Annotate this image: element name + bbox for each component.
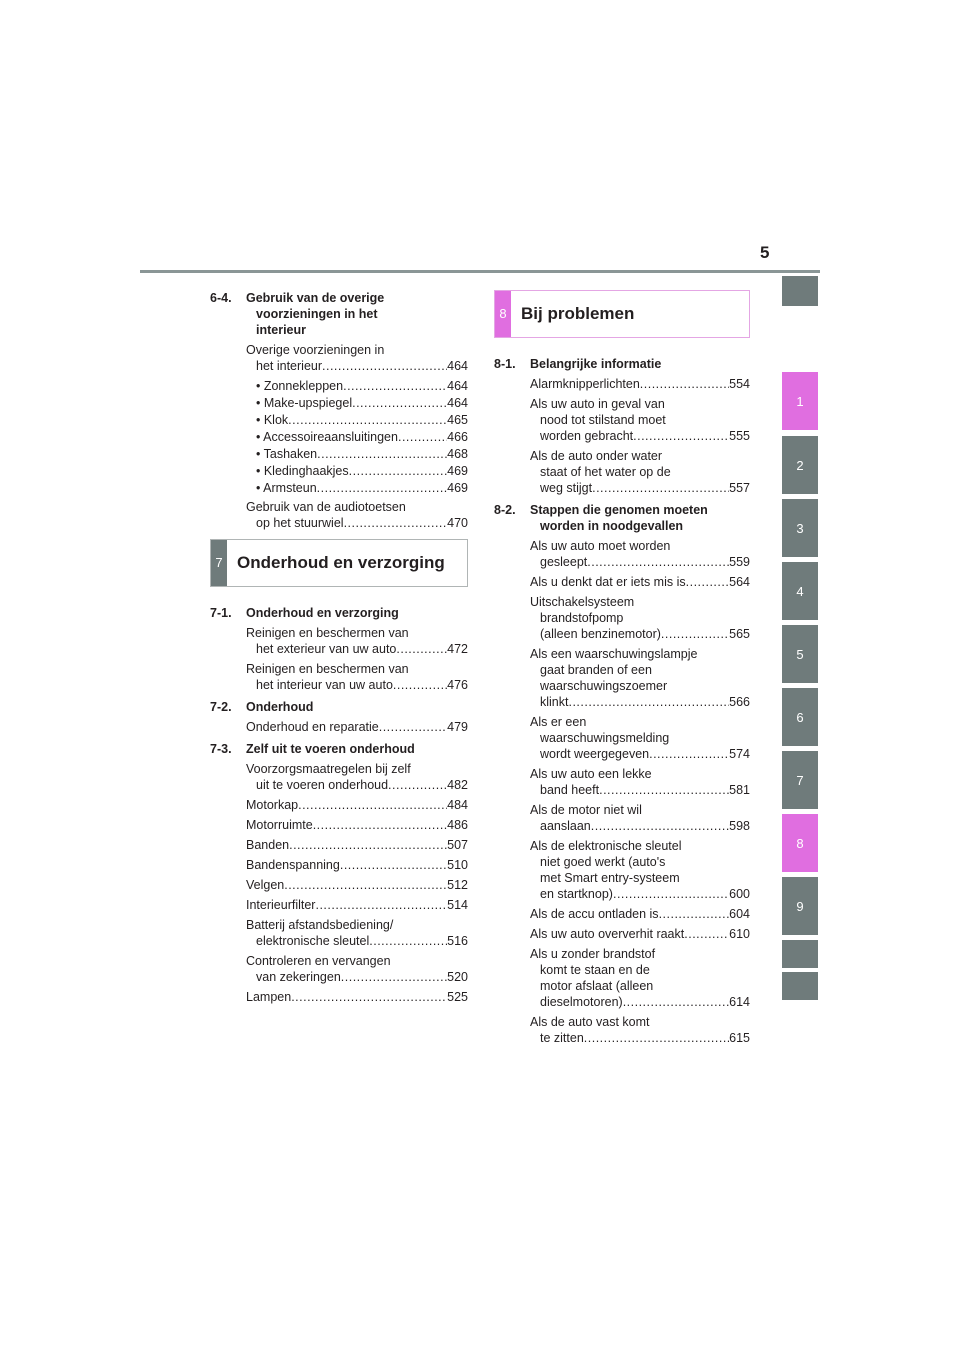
toc-entry-text bbox=[246, 719, 468, 735]
dot-leader bbox=[649, 746, 729, 762]
toc-entry-lastline bbox=[530, 376, 750, 392]
toc-entry[interactable] bbox=[494, 714, 750, 762]
toc-entry-line: • Armsteun bbox=[256, 481, 317, 495]
toc-entry-text bbox=[246, 877, 468, 893]
toc-entry-text bbox=[530, 594, 750, 642]
toc-entry[interactable] bbox=[210, 378, 468, 394]
toc-entry-lastline bbox=[530, 480, 750, 496]
dot-leader bbox=[393, 677, 447, 693]
section-heading bbox=[494, 502, 750, 534]
dot-leader bbox=[291, 989, 447, 1005]
toc-entry-lastline bbox=[530, 782, 750, 798]
toc-entry[interactable] bbox=[210, 857, 468, 873]
toc-entry-line: Banden bbox=[246, 838, 290, 852]
toc-entry[interactable] bbox=[494, 838, 750, 902]
page-ref[interactable]: 604 bbox=[729, 907, 750, 921]
toc-entry-line: Batterij afstandsbediening/ bbox=[246, 918, 394, 932]
toc-entry[interactable] bbox=[210, 989, 468, 1005]
toc-entry-line: Als de accu ontladen is bbox=[530, 907, 659, 921]
page-ref[interactable]: 598 bbox=[729, 819, 750, 833]
toc-entry-line: Controleren en vervangen bbox=[246, 954, 391, 968]
section-title bbox=[246, 699, 468, 715]
toc-entry-lastline bbox=[256, 378, 468, 394]
section-title-line: Gebruik van de overige bbox=[246, 291, 385, 305]
toc-entry-text bbox=[246, 953, 468, 985]
page-ref[interactable]: 479 bbox=[447, 720, 468, 734]
page-ref[interactable]: 470 bbox=[447, 516, 468, 530]
page-ref[interactable]: 615 bbox=[729, 1031, 750, 1045]
toc-entry-line: Als uw auto oververhit raakt bbox=[530, 927, 685, 941]
toc-entry-text bbox=[246, 897, 468, 913]
toc-entry-lastline bbox=[530, 886, 750, 902]
toc-entry-line: te zitten bbox=[540, 1031, 584, 1045]
chapter-tab-9[interactable]: 9 bbox=[782, 877, 818, 935]
toc-entry-line: Motorkap bbox=[246, 798, 299, 812]
toc-entry[interactable] bbox=[210, 412, 468, 428]
dot-leader bbox=[684, 926, 729, 942]
toc-entry-line: van zekeringen bbox=[256, 970, 341, 984]
toc-entry-lastline bbox=[256, 429, 468, 445]
section-title-line: interieur bbox=[256, 323, 307, 337]
section-heading bbox=[210, 741, 468, 757]
section-heading bbox=[210, 290, 468, 338]
toc-entry-line: • Zonnekleppen bbox=[256, 379, 344, 393]
chapter-tab-6[interactable]: 6 bbox=[782, 688, 818, 746]
toc-entry-text bbox=[246, 917, 468, 949]
page-ref[interactable]: 514 bbox=[447, 898, 468, 912]
toc-entry-line: op het stuurwiel bbox=[256, 516, 344, 530]
page-ref[interactable]: 512 bbox=[447, 878, 468, 892]
toc-entry-lastline bbox=[530, 428, 750, 444]
toc-entry[interactable] bbox=[494, 646, 750, 710]
toc-entry-line: klinkt bbox=[540, 695, 569, 709]
section-title-line: Onderhoud en verzorging bbox=[246, 606, 399, 620]
dot-leader bbox=[659, 906, 730, 922]
toc-entry-line: • Tashaken bbox=[256, 447, 318, 461]
page-ref[interactable]: 464 bbox=[447, 379, 468, 393]
toc-entry-lastline bbox=[246, 857, 468, 873]
toc-entry[interactable] bbox=[210, 953, 468, 985]
toc-entry-line: Gebruik van de audiotoetsen bbox=[246, 500, 406, 514]
toc-entry-line: gaat branden of een bbox=[540, 663, 652, 677]
dot-leader bbox=[284, 877, 447, 893]
page-number: 5 bbox=[760, 243, 770, 262]
dot-leader bbox=[613, 886, 729, 902]
toc-entry-text bbox=[256, 378, 468, 394]
toc-entry[interactable] bbox=[210, 429, 468, 445]
page-ref[interactable]: 465 bbox=[447, 413, 468, 427]
toc-entry[interactable] bbox=[210, 480, 468, 496]
toc-entry-text bbox=[246, 625, 468, 657]
toc-entry[interactable] bbox=[210, 463, 468, 479]
section-title bbox=[246, 605, 468, 621]
toc-entry[interactable] bbox=[210, 817, 468, 833]
page-ref[interactable]: 476 bbox=[447, 678, 468, 692]
page-ref[interactable]: 507 bbox=[447, 838, 468, 852]
toc-entry-text bbox=[256, 480, 468, 496]
toc-entry-lastline bbox=[530, 1030, 750, 1046]
toc-entry-lastline bbox=[530, 694, 750, 710]
toc-entry-lastline bbox=[530, 906, 750, 922]
toc-entry-line: weg stijgt bbox=[540, 481, 593, 495]
toc-entry-line: • Klok bbox=[256, 413, 289, 427]
toc-entry-line: en startknop) bbox=[540, 887, 613, 901]
toc-entry-line: Motorruimte bbox=[246, 818, 313, 832]
chapter-tab-5[interactable]: 5 bbox=[782, 625, 818, 683]
section-title-line: Belangrijke informatie bbox=[530, 357, 662, 371]
toc-entry-text bbox=[530, 448, 750, 496]
page-ref[interactable]: 566 bbox=[729, 695, 750, 709]
toc-entry-lastline bbox=[256, 446, 468, 462]
dot-leader bbox=[633, 428, 729, 444]
toc-entry-line: gesleept bbox=[540, 555, 588, 569]
dot-leader bbox=[661, 626, 729, 642]
toc-entry-lastline bbox=[246, 515, 468, 531]
toc-entry-text bbox=[530, 538, 750, 570]
toc-entry-lastline bbox=[246, 969, 468, 985]
toc-entry-line: • Kledinghaakjes bbox=[256, 464, 349, 478]
dot-leader bbox=[388, 777, 447, 793]
toc-entry-line: Lampen bbox=[246, 990, 292, 1004]
toc-entry-lastline bbox=[530, 994, 750, 1010]
page-ref[interactable]: 482 bbox=[447, 778, 468, 792]
right-column bbox=[494, 290, 750, 1050]
dot-leader bbox=[623, 994, 729, 1010]
section-title bbox=[246, 290, 468, 338]
page-ref[interactable]: 614 bbox=[729, 995, 750, 1009]
toc-entry-line: brandstofpomp bbox=[540, 611, 624, 625]
toc-entry[interactable] bbox=[494, 926, 750, 942]
toc-entry-text bbox=[246, 989, 468, 1005]
toc-entry[interactable] bbox=[210, 797, 468, 813]
toc-entry[interactable] bbox=[494, 574, 750, 590]
dot-leader bbox=[340, 857, 447, 873]
chapter-tab-blank[interactable] bbox=[782, 940, 818, 968]
page-ref[interactable]: 574 bbox=[729, 747, 750, 761]
toc-entry-line: waarschuwingszoemer bbox=[540, 679, 668, 693]
chapter-tab-7[interactable]: 7 bbox=[782, 751, 818, 809]
toc-entry-line: Bandenspanning bbox=[246, 858, 340, 872]
page-ref[interactable]: 581 bbox=[729, 783, 750, 797]
toc-entry[interactable] bbox=[494, 766, 750, 798]
toc-entry-line: wordt weergegeven bbox=[540, 747, 650, 761]
dot-leader bbox=[396, 641, 447, 657]
dot-leader bbox=[587, 554, 729, 570]
toc-entry-line: Als de auto onder water bbox=[530, 449, 663, 463]
page-ref[interactable]: 516 bbox=[447, 934, 468, 948]
toc-entry-lastline bbox=[246, 358, 468, 374]
toc-entry[interactable] bbox=[210, 446, 468, 462]
chapter-number: 7 bbox=[211, 540, 227, 586]
toc-entry[interactable] bbox=[210, 719, 468, 735]
section-title-line: Onderhoud bbox=[246, 700, 314, 714]
toc-entry-line: Overige voorzieningen in bbox=[246, 343, 385, 357]
toc-entry-line: het exterieur van uw auto bbox=[256, 642, 397, 656]
dot-leader bbox=[369, 933, 447, 949]
toc-entry-text bbox=[530, 646, 750, 710]
toc-entry-text bbox=[530, 906, 750, 922]
page-ref[interactable]: 472 bbox=[447, 642, 468, 656]
toc-entry-lastline bbox=[246, 837, 468, 853]
toc-entry-line: uit te voeren onderhoud bbox=[256, 778, 389, 792]
toc-entry[interactable] bbox=[494, 946, 750, 1010]
toc-entry[interactable] bbox=[494, 906, 750, 922]
section-number: 8-2. bbox=[494, 503, 516, 517]
toc-entry-line: Als u zonder brandstof bbox=[530, 947, 656, 961]
toc-entry-text bbox=[256, 429, 468, 445]
dot-leader bbox=[315, 897, 447, 913]
toc-entry-text bbox=[256, 395, 468, 411]
toc-entry-lastline bbox=[246, 817, 468, 833]
toc-entry-line: staat of het water op de bbox=[540, 465, 671, 479]
section-title bbox=[530, 356, 750, 372]
toc-entry-lastline bbox=[530, 746, 750, 762]
toc-entry-line: het interieur van uw auto bbox=[256, 678, 393, 692]
section-number: 6-4. bbox=[210, 291, 232, 305]
dot-leader bbox=[317, 446, 447, 462]
toc-entry[interactable] bbox=[210, 897, 468, 913]
dot-leader bbox=[686, 574, 730, 590]
toc-entry-text bbox=[530, 376, 750, 392]
section-title bbox=[530, 502, 750, 534]
toc-entry[interactable] bbox=[210, 625, 468, 657]
chapter-tab-blank[interactable] bbox=[782, 276, 818, 306]
dot-leader bbox=[322, 358, 447, 374]
toc-entry-lastline bbox=[530, 626, 750, 642]
toc-entry[interactable] bbox=[494, 376, 750, 392]
toc-entry-text bbox=[530, 766, 750, 798]
toc-entry[interactable] bbox=[494, 802, 750, 834]
dot-leader bbox=[349, 463, 448, 479]
chapter-header bbox=[210, 539, 468, 587]
toc-entry-line: aanslaan bbox=[540, 819, 591, 833]
toc-entry-line: nood tot stilstand moet bbox=[540, 413, 666, 427]
toc-entry-line: Als een waarschuwingslampje bbox=[530, 647, 698, 661]
page-ref[interactable]: 484 bbox=[447, 798, 468, 812]
dot-leader bbox=[352, 395, 447, 411]
toc-entry-lastline bbox=[246, 641, 468, 657]
dot-leader bbox=[288, 412, 447, 428]
page-ref[interactable]: 466 bbox=[447, 430, 468, 444]
page-ref[interactable]: 468 bbox=[447, 447, 468, 461]
toc-entry-lastline bbox=[530, 554, 750, 570]
dot-leader bbox=[398, 429, 447, 445]
toc-entry-line: Voorzorgsmaatregelen bij zelf bbox=[246, 762, 411, 776]
chapter-number: 8 bbox=[495, 291, 511, 337]
toc-entry-lastline bbox=[530, 926, 750, 942]
page-ref[interactable]: 559 bbox=[729, 555, 750, 569]
dot-leader bbox=[640, 376, 729, 392]
dot-leader bbox=[379, 719, 447, 735]
toc-entry-line: dieselmotoren) bbox=[540, 995, 623, 1009]
toc-entry[interactable] bbox=[210, 761, 468, 793]
toc-entry-line: Velgen bbox=[246, 878, 285, 892]
toc-entry-line: worden gebracht bbox=[540, 429, 634, 443]
toc-entry-lastline bbox=[246, 677, 468, 693]
toc-entry-line: (alleen benzinemotor) bbox=[540, 627, 661, 641]
toc-entry-lastline bbox=[256, 463, 468, 479]
chapter-tab-blank[interactable] bbox=[782, 972, 818, 1000]
toc-entry-line: Als er een bbox=[530, 715, 587, 729]
dot-leader bbox=[568, 694, 729, 710]
toc-entry-line: komt te staan en de bbox=[540, 963, 650, 977]
left-column bbox=[210, 290, 468, 1009]
toc-entry-line: Als uw auto moet worden bbox=[530, 539, 671, 553]
toc-entry-text bbox=[246, 817, 468, 833]
dot-leader bbox=[313, 817, 447, 833]
toc-entry-text bbox=[246, 342, 468, 374]
chapter-tab-3[interactable]: 3 bbox=[782, 499, 818, 557]
toc-entry[interactable] bbox=[210, 661, 468, 693]
toc-entry[interactable] bbox=[494, 448, 750, 496]
toc-entry-lastline bbox=[246, 719, 468, 735]
toc-entry-line: met Smart entry-systeem bbox=[540, 871, 680, 885]
section-heading bbox=[210, 605, 468, 621]
toc-entry-text bbox=[530, 926, 750, 942]
toc-entry-line: Reinigen en beschermen van bbox=[246, 662, 409, 676]
toc-entry-lastline bbox=[256, 480, 468, 496]
toc-entry-text bbox=[246, 761, 468, 793]
page-ref[interactable]: 564 bbox=[729, 575, 750, 589]
page-ref[interactable]: 610 bbox=[729, 927, 750, 941]
toc-entry-line: Als de auto vast komt bbox=[530, 1015, 650, 1029]
toc-entry-lastline bbox=[246, 897, 468, 913]
toc-entry-lastline bbox=[256, 395, 468, 411]
toc-entry-text bbox=[256, 412, 468, 428]
toc-entry-text bbox=[530, 714, 750, 762]
section-heading bbox=[210, 699, 468, 715]
section-title-line: worden in noodgevallen bbox=[540, 519, 684, 533]
toc-entry[interactable] bbox=[210, 917, 468, 949]
toc-entry-line: niet goed werkt (auto's bbox=[540, 855, 666, 869]
toc-entry-text bbox=[256, 446, 468, 462]
toc-entry-lastline bbox=[246, 933, 468, 949]
toc-entry-line: Als u denkt dat er iets mis is bbox=[530, 575, 686, 589]
toc-entry-text bbox=[530, 802, 750, 834]
dot-leader bbox=[343, 378, 447, 394]
toc-entry-line: Uitschakelsysteem bbox=[530, 595, 635, 609]
toc-entry[interactable] bbox=[494, 396, 750, 444]
toc-entry-text bbox=[246, 797, 468, 813]
toc-entry-line: Als uw auto in geval van bbox=[530, 397, 665, 411]
dot-leader bbox=[599, 782, 729, 798]
toc-entry-line: Alarmknipperlichten bbox=[530, 377, 640, 391]
toc-entry[interactable] bbox=[494, 1014, 750, 1046]
chapter-tab-4[interactable]: 4 bbox=[782, 562, 818, 620]
top-rule bbox=[140, 270, 820, 273]
toc-entry-text bbox=[530, 1014, 750, 1046]
toc-entry-line: Als uw auto een lekke bbox=[530, 767, 652, 781]
page-ref[interactable]: 510 bbox=[447, 858, 468, 872]
toc-entry[interactable] bbox=[210, 837, 468, 853]
toc-entry[interactable] bbox=[210, 395, 468, 411]
toc-entry-text bbox=[530, 574, 750, 590]
toc-entry-line: band heeft bbox=[540, 783, 600, 797]
dot-leader bbox=[341, 969, 447, 985]
toc-entry-lastline bbox=[246, 797, 468, 813]
chapter-tab-2[interactable]: 2 bbox=[782, 436, 818, 494]
page-ref[interactable]: 464 bbox=[447, 359, 468, 373]
dot-leader bbox=[584, 1030, 729, 1046]
dot-leader bbox=[591, 818, 729, 834]
toc-entry[interactable] bbox=[494, 538, 750, 570]
dot-leader bbox=[317, 480, 447, 496]
toc-entry-lastline bbox=[246, 777, 468, 793]
toc-entry-line: Interieurfilter bbox=[246, 898, 316, 912]
toc-entry-text bbox=[256, 463, 468, 479]
toc-entry-line: Reinigen en beschermen van bbox=[246, 626, 409, 640]
page-ref[interactable]: 464 bbox=[447, 396, 468, 410]
toc-entry-line: Onderhoud en reparatie bbox=[246, 720, 379, 734]
toc-entry[interactable] bbox=[494, 594, 750, 642]
section-heading bbox=[494, 356, 750, 372]
section-number: 8-1. bbox=[494, 357, 516, 371]
page-ref[interactable]: 565 bbox=[729, 627, 750, 641]
toc-entry-line: • Make-upspiegel bbox=[256, 396, 353, 410]
chapter-tab-8[interactable]: 8 bbox=[782, 814, 818, 872]
toc-entry-lastline bbox=[530, 574, 750, 590]
toc-entry-line: het interieur bbox=[256, 359, 323, 373]
toc-entry-line: Als de elektronische sleutel bbox=[530, 839, 682, 853]
section-number: 7-3. bbox=[210, 742, 232, 756]
page-ref[interactable]: 555 bbox=[729, 429, 750, 443]
toc-entry-text bbox=[530, 946, 750, 1010]
toc-entry[interactable] bbox=[210, 342, 468, 374]
toc-entry-line: elektronische sleutel bbox=[256, 934, 370, 948]
toc-entry-line: motor afslaat (alleen bbox=[540, 979, 654, 993]
page-ref[interactable]: 557 bbox=[729, 481, 750, 495]
dot-leader bbox=[344, 515, 448, 531]
page-ref[interactable]: 525 bbox=[447, 990, 468, 1004]
toc-entry-text bbox=[530, 396, 750, 444]
section-number: 7-2. bbox=[210, 700, 232, 714]
dot-leader bbox=[298, 797, 447, 813]
page-ref[interactable]: 554 bbox=[729, 377, 750, 391]
chapter-tab-1[interactable]: 1 bbox=[782, 372, 818, 430]
page-ref[interactable]: 469 bbox=[447, 481, 468, 495]
chapter-title: Bij problemen bbox=[521, 304, 635, 323]
toc-entry-text bbox=[530, 838, 750, 902]
page-ref[interactable]: 600 bbox=[729, 887, 750, 901]
toc-entry-text bbox=[246, 857, 468, 873]
toc-entry-text bbox=[246, 837, 468, 853]
page-ref[interactable]: 520 bbox=[447, 970, 468, 984]
toc-entry[interactable] bbox=[210, 499, 468, 531]
page-ref[interactable]: 469 bbox=[447, 464, 468, 478]
toc-entry-text bbox=[246, 499, 468, 531]
toc-entry[interactable] bbox=[210, 877, 468, 893]
chapter-header bbox=[494, 290, 750, 338]
toc-entry-lastline bbox=[530, 818, 750, 834]
section-title bbox=[246, 741, 468, 757]
toc-entry-lastline bbox=[256, 412, 468, 428]
toc-entry-text bbox=[246, 661, 468, 693]
dot-leader bbox=[592, 480, 729, 496]
chapter-title: Onderhoud en verzorging bbox=[237, 553, 445, 572]
toc-entry-line: • Accessoireaansluitingen bbox=[256, 430, 398, 444]
section-number: 7-1. bbox=[210, 606, 232, 620]
section-title-line: Stappen die genomen moeten bbox=[530, 503, 708, 517]
page-ref[interactable]: 486 bbox=[447, 818, 468, 832]
toc-entry-lastline bbox=[246, 877, 468, 893]
dot-leader bbox=[289, 837, 447, 853]
toc-entry-lastline bbox=[246, 989, 468, 1005]
section-title-line: voorzieningen in het bbox=[256, 307, 378, 321]
section-title-line: Zelf uit te voeren onderhoud bbox=[246, 742, 415, 756]
toc-entry-line: Als de motor niet wil bbox=[530, 803, 642, 817]
toc-entry-line: waarschuwingsmelding bbox=[540, 731, 670, 745]
